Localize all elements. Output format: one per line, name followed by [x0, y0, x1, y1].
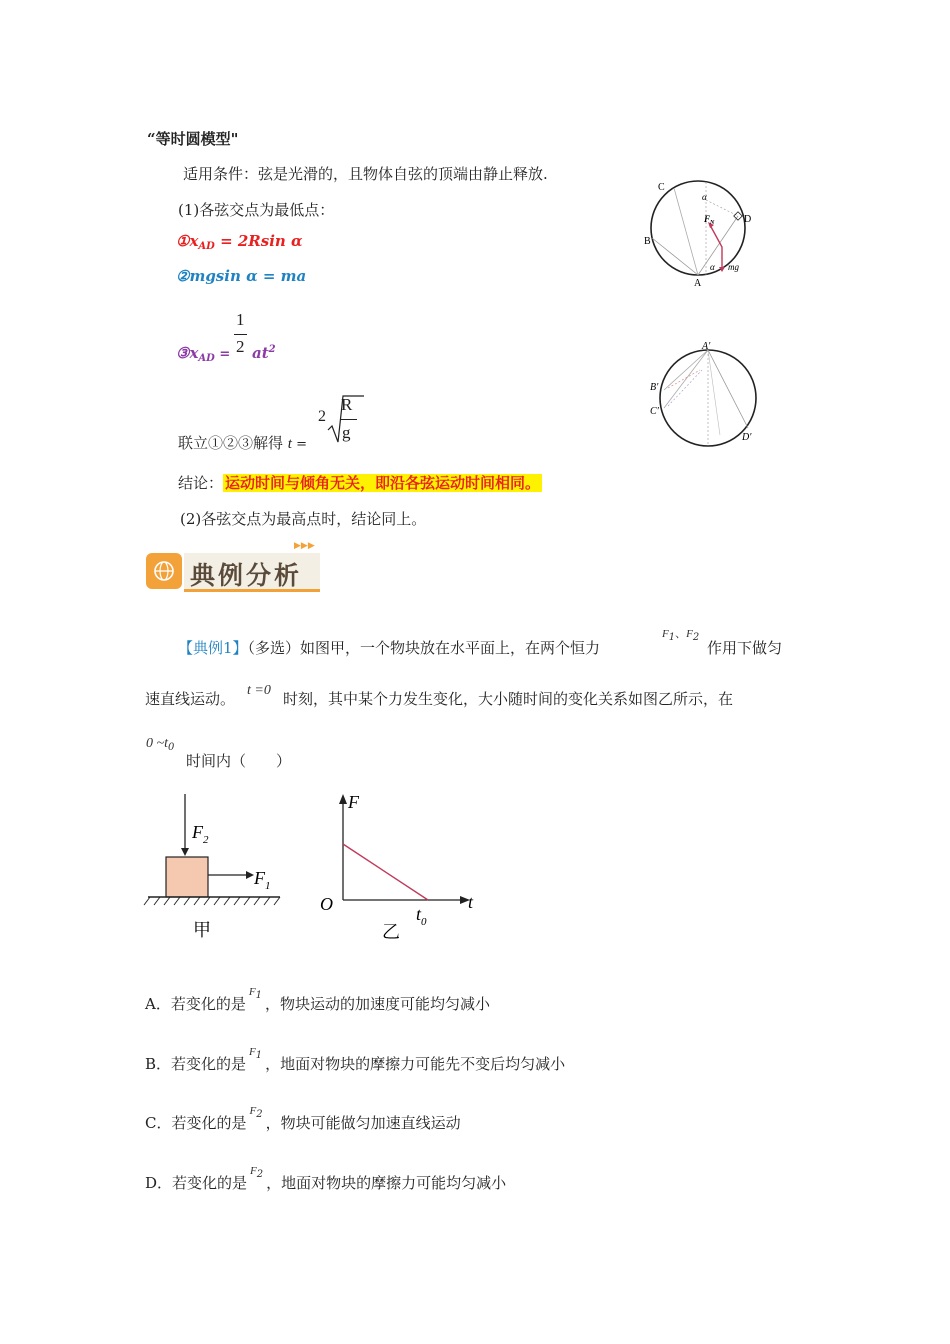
dashed-helper-2 [668, 370, 702, 406]
chord-extra-2 [708, 350, 720, 435]
dashed-helper-1 [668, 370, 700, 388]
label-fn: $F_N$ [704, 214, 715, 226]
globe-icon [146, 553, 182, 589]
example-line-1-end: 作用下做匀 [707, 639, 783, 657]
label-b-prime: B′ [650, 382, 659, 393]
equation-1: $①x_{AD} = 2Rsin$ α [176, 232, 303, 252]
label-alpha-bottom: α [710, 262, 715, 272]
label-c: C [658, 182, 665, 193]
equation-3: $③x_{AD}$ = [176, 344, 231, 364]
section-title: 典例分析 [190, 561, 303, 590]
solve-text: 联立①②③解得 t = [178, 434, 307, 452]
option-d[interactable]: D．若变化的是$^{F2}$ ，地面对物块的摩擦力可能均匀减小 [145, 1165, 507, 1192]
equation-2: ②mgsin α = ma [176, 267, 307, 285]
figure-yi [310, 790, 490, 945]
radicand-bar [340, 419, 357, 420]
circle-outline [651, 181, 745, 275]
x-axis-label: t [468, 892, 474, 912]
fraction-bar [234, 334, 247, 335]
fraction-numerator: 1 [236, 310, 245, 329]
radicand-denominator: g [342, 423, 351, 442]
chord-ac [674, 188, 698, 275]
label-mg: mg [728, 262, 739, 272]
section-icon-box [146, 553, 182, 589]
caption-jia: 甲 [193, 920, 211, 940]
caption-yi: 乙 [382, 922, 400, 942]
chord-top-d [706, 200, 738, 216]
label-b: B [644, 236, 651, 247]
y-axis-arrowhead [339, 794, 347, 804]
example-forces: F1、F2 [662, 627, 700, 643]
figure-jia [140, 790, 290, 945]
f1-arrowhead [246, 871, 254, 879]
fraction-denominator: 2 [236, 337, 245, 356]
case1-text: (1)各弦交点为最低点： [178, 201, 335, 219]
conclusion: 结论： 运动时间与倾角无关，即沿各弦运动时间相同。 [178, 474, 541, 492]
option-b[interactable]: B．若变化的是$^{F1}$ ，地面对物块的摩擦力可能先不变后均匀减小 [145, 1046, 566, 1073]
example-tag: 【典例1】 [178, 639, 248, 657]
y-axis-label: F [348, 792, 359, 812]
option-c[interactable]: C．若变化的是$^{F2}$ ，物块可能做匀加速直线运动 [145, 1105, 461, 1132]
label-d-prime: D′ [742, 432, 752, 443]
block [166, 857, 208, 897]
case2-text: (2)各弦交点为最高点时，结论同上。 [180, 510, 427, 528]
radicand-numerator: R [341, 395, 353, 414]
t0-label: $t_0$ [416, 904, 427, 928]
model-title: “等时圆模型" [147, 130, 239, 148]
label-d: D [744, 214, 752, 225]
chord-ac-2 [664, 350, 708, 408]
label-c-prime: C′ [650, 406, 659, 417]
chord-ad-2 [708, 350, 748, 428]
f2-arrowhead [181, 848, 189, 856]
example-line-3: 时间内（ ） [186, 752, 292, 770]
circle-diagram-highest [640, 340, 770, 455]
equation-3-rhs: $at^2$ [252, 344, 276, 362]
label-a-prime: A′ [702, 341, 711, 352]
t0-equation: t =0 [247, 683, 271, 698]
ground-hatch [144, 897, 280, 905]
example-line-1: 【典例1】（多选）如图甲，一个物块放在水平面上，在两个恒力 [178, 639, 601, 657]
force-line [343, 844, 428, 900]
origin-label: O [320, 894, 333, 914]
label-a: A [694, 278, 702, 289]
label-f2: $F_2$ [192, 822, 209, 846]
sqrt-coefficient: 2 [318, 408, 326, 425]
example-line-2-end: 时刻，其中某个力发生变化，大小随时间的变化关系如图乙所示，在 [283, 690, 734, 708]
condition-text: 适用条件：弦是光滑的，且物体自弦的顶端由静止释放. [183, 165, 548, 183]
label-f1: $F_1$ [254, 868, 271, 892]
label-alpha-top: α [702, 192, 707, 202]
option-a[interactable]: A．若变化的是$^{F1}$ ，物块运动的加速度可能均匀减小 [145, 986, 490, 1013]
example-line-2-start: 速直线运动。 [145, 690, 236, 708]
circle-diagram-lowest [630, 170, 770, 295]
section-arrows: ▶▶▶ [294, 541, 315, 551]
time-range: 0 $\sim t_0$ [146, 736, 175, 753]
